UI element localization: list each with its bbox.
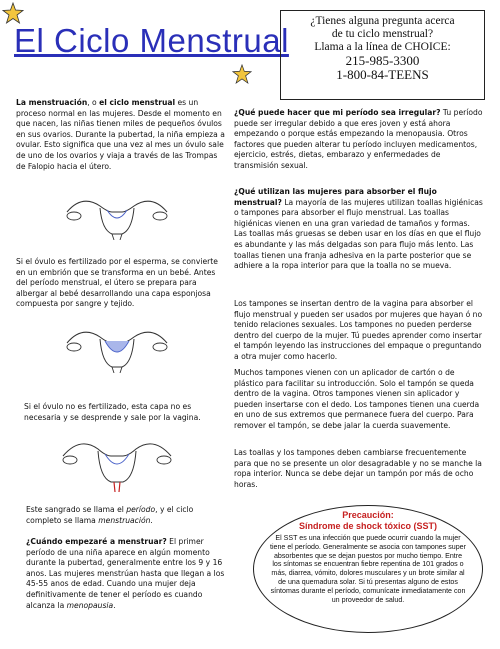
page-title: El Ciclo Menstrual <box>14 22 289 59</box>
text: . <box>150 515 153 525</box>
uterus-diagram <box>62 323 172 373</box>
contact-phone: 1-800-84-TEENS <box>336 67 429 82</box>
absorb-paragraph <box>234 187 484 272</box>
precaution-subtitle: Síndrome de shock tóxico (SST) <box>298 521 438 531</box>
intro-paragraph <box>16 98 226 172</box>
text: Muchos tampones vienen con un aplicador de cartón o de plástico para facilitar su introducción. Solo el tampón se queda dentro de la vagina. Otros tampones vienen sin aplicador y pueden insertarse con el dedo. Los tampones tienen una cuerda en uno de sus extremos que permanece fuera del cuerpo. Para remover el tampón, se debe jalar la cuerda suavemente. <box>234 368 480 430</box>
precaution-text: El SST es una infección que puede ocurrir cuando la mujer tiene el período. Generalmente se asocia con tampones super absorbentes que se dejan puestos por mucho tiempo. Entre los síntomas se encuentran fiebre repentina de 101 grados o más, diarrea, vómito, dolores musculares y un brote similar al de una quemadura solar. Si tú presentas alguno de estos síntomas durante el período, comunícate inmediatamente con un proveedor de salud. <box>270 534 466 604</box>
uterus-diagram <box>62 192 172 240</box>
uterus-diagram <box>58 434 176 494</box>
term: menstruación <box>98 515 151 525</box>
fertilized-paragraph <box>16 257 226 310</box>
precaution-title: Precaución: <box>342 510 394 520</box>
question-heading: ¿Qué puede hacer que mi período sea irregular? <box>234 108 441 117</box>
change-paragraph <box>234 448 484 490</box>
text: Los tampones se insertan dentro de la vagina para absorber el flujo menstrual y pueden ser usados por mujeres que hayan ó no tenido relaciones sexuales. Los tampones no pueden perderse dentro del cuerpo de la mujer. Tú puedes aprender como insertar el tampón leyendo las instrucciones del empaque o preguntando a otra mujer como hacerlo. <box>234 299 483 361</box>
star-icon <box>2 2 24 24</box>
term: el ciclo menstrual <box>99 98 176 107</box>
when-paragraph <box>26 537 226 611</box>
star-icon <box>232 64 252 84</box>
text: . <box>113 600 116 610</box>
contact-line: ¿Tienes alguna pregunta acerca <box>310 15 455 27</box>
not-fertilized-paragraph <box>24 402 224 423</box>
question-heading: ¿Cuándo empezaré a menstruar? <box>26 537 167 546</box>
text: Si el óvulo es fertilizado por el esperma, se convierte en un embrión que se transforma en un bebé. Antes del período menstrual, el útero se prepara para albergar al bebé desarrollando una capa esponjosa compuesta por sangre y tejido. <box>16 257 218 309</box>
contact-phone: 215-985-3300 <box>345 53 420 68</box>
period-paragraph <box>26 505 226 526</box>
text: , y el ciclo completo se llama <box>26 505 194 525</box>
text: Este sangrado se llama el <box>26 505 127 514</box>
text: , o <box>87 98 100 107</box>
contact-line: Llama a la línea de CHOICE: <box>314 41 451 53</box>
contact-line: de tu ciclo menstrual? <box>331 28 434 40</box>
text: Las toallas y los tampones deben cambiarse frecuentemente para que no se presente un olor desagradable y no se manche la ropa interior. Nunca se debe dejar un tampón por más de ocho horas. <box>234 448 482 489</box>
text: La mayoría de las mujeres utilizan toallas higiénicas o tampones para absorber el flujo menstrual. Las toallas higiénicas vienen en una gran variedad de tamaños y formas. Las toallas más gruesas se deben usar en los días en que el flujo es abundante y las más delgadas son para flujo más lento. Las toallas tienen una franja adhesiva en la parte posterior que se adhiere a la ropa interior para que la toalla no se mueva. <box>234 197 483 271</box>
irregular-paragraph <box>234 108 484 172</box>
contact-box <box>280 10 485 100</box>
tampons-paragraph <box>234 299 484 363</box>
question-heading: ¿Qué utilizan las mujeres para absorber el flujo menstrual? <box>234 187 437 207</box>
term: período <box>126 505 156 514</box>
text: es un proceso normal en las mujeres. Desde el momento en que nacen, las niñas tienen miles de pequeños óvulos en sus ovarios. Durante la pubertad, la niña empieza a ovular. Esto significa que una vez al mes un óvulo sale de uno de los ovarios y viaja a través de las Trompas de Falopio hacia el útero. <box>16 98 225 171</box>
term: La menstruación <box>16 98 88 107</box>
term: menopausia <box>66 600 114 610</box>
text: El primer período de una niña aparece en algún momento durante la pubertad, generalmente entre los 9 y 16 anos. Las mujeres menstrúan hasta que llegan a los 45-55 anos de edad. Cuando una mujer deja definitivamente de tener el período es cuando alcanza la <box>26 537 225 610</box>
text: Si el óvulo no es fertilizado, esta capa no es necesaria y se desprende y sale por la vagina. <box>24 402 201 422</box>
text: Tu período puede ser irregular debido a que eres joven y está ahora empezando o porque estás empezando la menopausia. Otros factores que pueden alterar tu período incluyen medicamentos, ejercicio, estrés, dietas, embarazo y enfermedades de transmisión sexual. <box>234 108 483 170</box>
precaution-box <box>253 505 483 633</box>
tampons-applicator-paragraph <box>234 368 484 432</box>
